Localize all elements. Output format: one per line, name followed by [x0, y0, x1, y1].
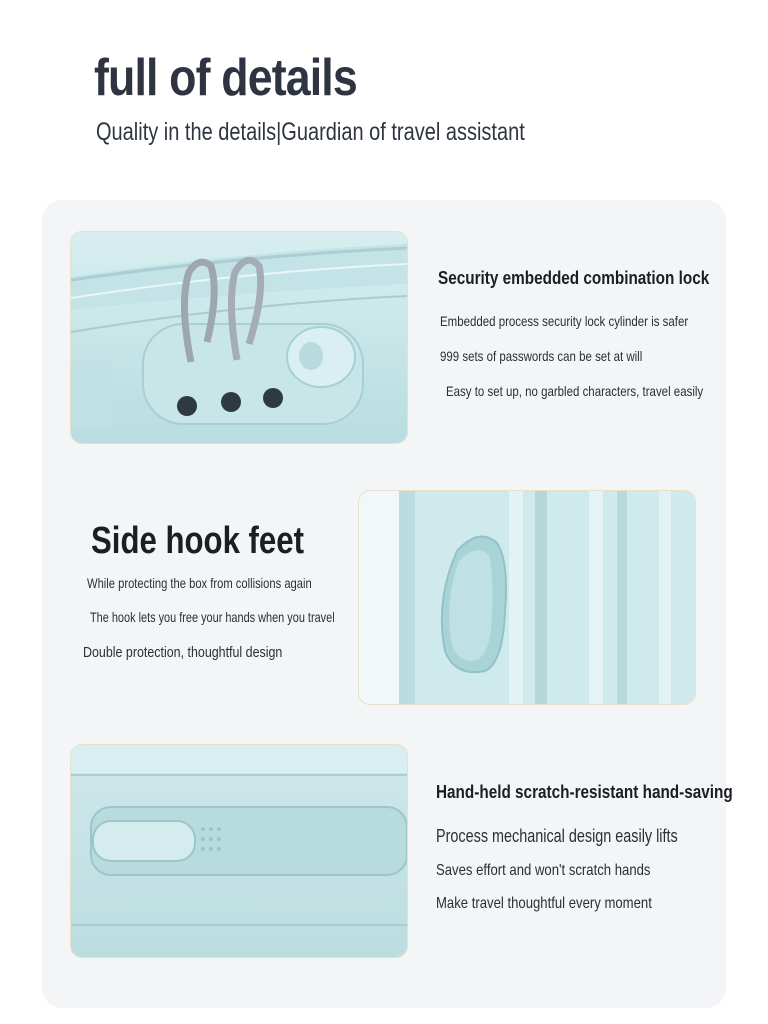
lock-section-line: Embedded process security lock cylinder is safer: [440, 313, 689, 329]
handle-section-title: Hand-held scratch-resistant hand-saving: [436, 782, 733, 802]
handle-section-line: Make travel thoughtful every moment: [436, 895, 652, 912]
handle-photo: [70, 744, 408, 958]
hook-section-line: The hook lets you free your hands when you travel: [90, 609, 335, 625]
lock-section-line: 999 sets of passwords can be set at will: [440, 348, 643, 364]
page-subtitle: Quality in the details|Guardian of travel assistant: [96, 118, 525, 146]
handle-section-line: Saves effort and won't scratch hands: [436, 862, 651, 879]
lock-section-title: Security embedded combination lock: [438, 268, 710, 288]
hook-section-title: Side hook feet: [91, 520, 304, 562]
combination-lock-photo: [70, 231, 408, 444]
page-title: full of details: [94, 49, 357, 107]
handle-section-line: Process mechanical design easily lifts: [436, 826, 678, 846]
hook-section-line: Double protection, thoughtful design: [83, 644, 283, 661]
lock-section-line: Easy to set up, no garbled characters, travel easily: [446, 383, 704, 399]
side-hook-photo: [358, 490, 696, 705]
hook-section-line: While protecting the box from collisions again: [87, 575, 312, 591]
